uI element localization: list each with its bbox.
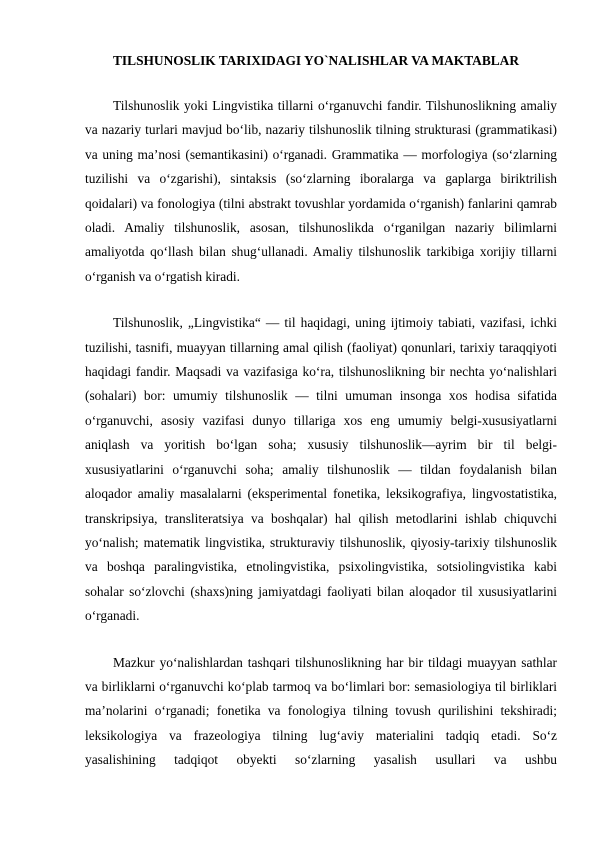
paragraph-definition: Tilshunoslik yoki Lingvistika tillarni o‘rganuvchi fandir. Tilshunoslikning amaliy va nazariy turlari mavjud bo‘lib, nazariy tilshunoslik tilning strukturasi (grammatikasi) va uning ma’nosi (semantikasini) o‘rganadi. Grammatika — morfologiya (so‘zlarning tuzilishi va o‘zgarishi), sintaksis (so‘zlarning iboralarga va gaplarga biriktrilish qoidalari) va fonologiya (tilni abstrakt tovushlar yordamida o‘rganish) fanlarini qamrab oladi. Amaliy tilshunoslik, asosan, tilshunoslikda o‘rganilgan nazariy bilimlarni amaliyotda qo‘llash bilan shug‘ullanadi. Amaliy tilshunoslik tarkibiga xorijiy tillarni o‘rganish va o‘rgatish kiradi. — [85, 98, 557, 284]
paragraph-subfields: Mazkur yo‘nalishlardan tashqari tilshunoslikning har bir tildagi muayyan sathlar va birliklarni o‘rganuvchi ko‘plab tarmoq va bo‘limlari bor: semasiologiya til birliklari ma’nolarini o‘rganadi; fonetika va fonologiya tilning tovush qurilishini tekshiradi; leksikologiya va frazeologiya tilning lug‘aviy materialini tadqiq etadi. So‘z yasalishining tadqiqot obyekti so‘zlarning yasalish usullari va ushbu — [85, 654, 557, 768]
paragraph-linguistics-branches: Tilshunoslik, „Lingvistika“ — til haqidagi, uning ijtimoiy tabiati, vazifasi, ichki tuzilishi, tasnifi, muayyan tillarning amal qilish (faoliyat) qonunlari, tarixiy taraqqiyoti haqidagi fandir. Maqsadi va vazifasiga ko‘ra, tilshunoslikning bir nechta yo‘nalishlari (sohalari) bor: umumiy tilshunoslik — tilni umuman insonga xos hodisa sifatida o‘rganuvchi, asosiy vazifasi dunyo tillariga xos eng umumiy belgi-xususiyatlarni aniqlash va yoritish bo‘lgan soha; xususiy tilshunoslik—ayrim bir til belgi-xususiyatlarini o‘rganuvchi soha; amaliy tilshunoslik — tildan foydalanish bilan aloqador amaliy masalalarni (eksperimental fonetika, leksikografiya, lingvostatistika, transkripsiya, transliteratsiya va boshqalar) hal qilish metodlarini ishlab chiquvchi yo‘nalish; matematik lingvistika, strukturaviy tilshunoslik, qiyosiy-tarixiy tilshunoslik va boshqa paralingvistika, etnolingvistika, psixolingvistika, sotsiolingvistika kabi sohalar so‘zlovchi (shaxs)ning jamiyatdagi faoliyati bilan aloqador til xususiyatlarini o‘rganadi. — [85, 315, 557, 624]
document-title: TILSHUNOSLIK TARIXIDAGI YO`NALISHLAR VA MAKTABLAR — [113, 53, 520, 68]
document-page — [85, 52, 557, 773]
